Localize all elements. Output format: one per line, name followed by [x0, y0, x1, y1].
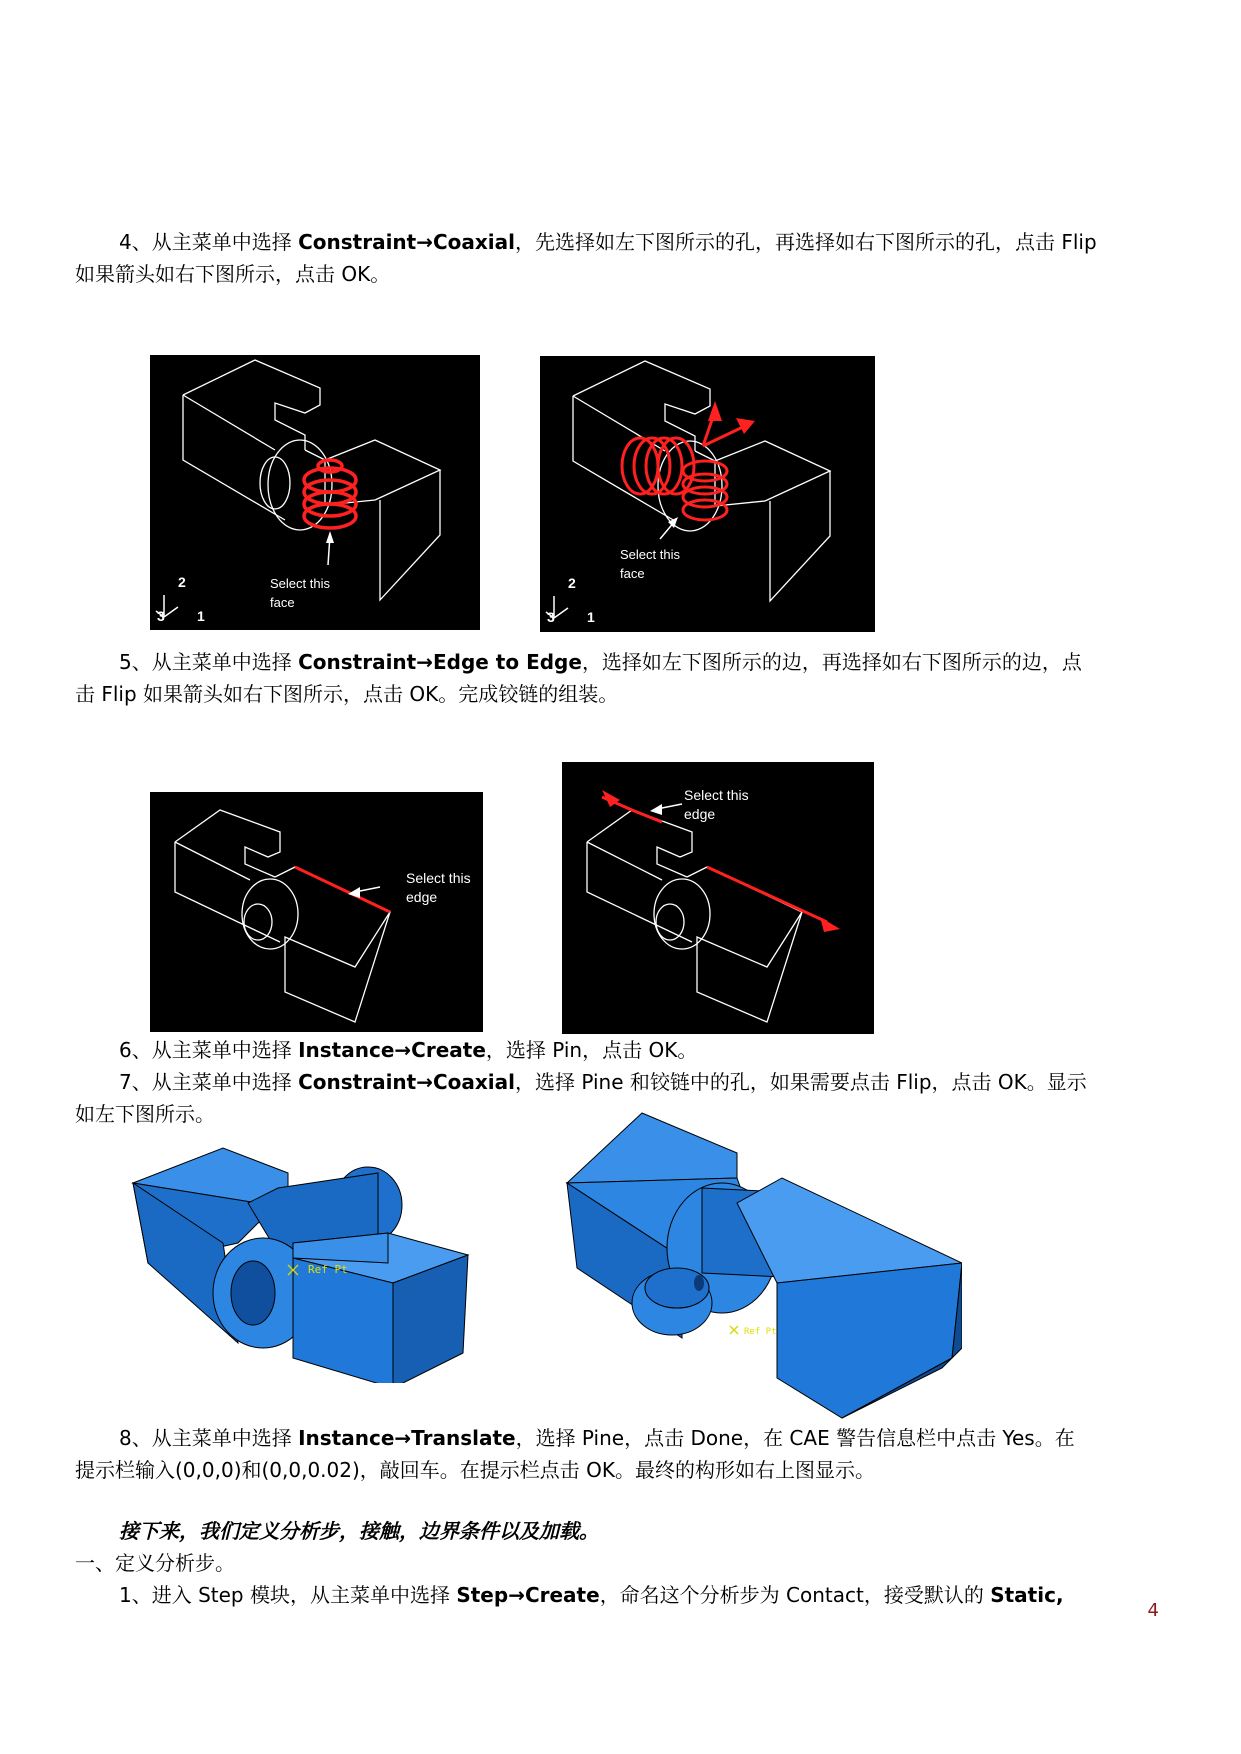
step8-pre: 从主菜单中选择	[151, 1426, 299, 1450]
axis-2-label: 2	[178, 574, 186, 590]
step1-menu: Step→Create	[456, 1583, 600, 1607]
step8-number: 8、	[119, 1426, 152, 1450]
step8-paragraph	[75, 1422, 1185, 1486]
step4-paragraph	[75, 226, 1185, 290]
step5-menu: Constraint→Edge to Edge	[298, 650, 582, 674]
step4-number: 4、	[119, 230, 152, 254]
figure-coaxial-right	[540, 356, 875, 632]
step6-post: ，选择 Pin，点击 OK。	[485, 1038, 698, 1062]
fig2-right-label-2: edge	[684, 806, 716, 822]
fig1-right-label-1: Select this	[620, 547, 680, 562]
step7-number: 7、	[119, 1070, 152, 1094]
step1-number: 1、	[119, 1583, 152, 1607]
fig2-right-label-1: Select this	[684, 787, 749, 803]
step1-paragraph	[75, 1579, 1185, 1611]
figure-assembled-left	[128, 1143, 488, 1383]
axis-1-label-right: 1	[587, 609, 595, 625]
figure-edge-left	[150, 792, 483, 1032]
step1-static: Static,	[990, 1583, 1064, 1607]
step1-post: ，命名这个分析步为 Contact，接受默认的	[599, 1583, 991, 1607]
step5-pre: 从主菜单中选择	[151, 650, 299, 674]
axis-1-label: 1	[197, 608, 205, 624]
section1-title	[75, 1547, 1185, 1579]
section1-text: 一、定义分析步。	[75, 1551, 235, 1575]
fig1-right-label-2: face	[620, 566, 645, 581]
fig2-left-label-2: edge	[406, 889, 438, 905]
step4-post: ，先选择如左下图所示的孔，再选择如右下图所示的孔，点击 Flip	[515, 230, 1097, 254]
step5-line2: 击 Flip 如果箭头如右下图所示，点击 OK。完成铰链的组装。	[75, 682, 619, 706]
next-heading-text: 接下来，我们定义分析步，接触，边界条件以及加载。	[119, 1519, 599, 1543]
step7-pre: 从主菜单中选择	[151, 1070, 299, 1094]
figure-assembled-right	[562, 1108, 962, 1428]
step4-menu: Constraint→Coaxial	[298, 230, 516, 254]
step6-pre: 从主菜单中选择	[151, 1038, 299, 1062]
axis-3-label: 3	[157, 608, 165, 624]
step4-pre: 从主菜单中选择	[151, 230, 299, 254]
axis-2-label-right: 2	[568, 575, 576, 591]
step7-post: ，选择 Pine 和铰链中的孔，如果需要点击 Flip，点击 OK。显示	[515, 1070, 1087, 1094]
fig3-left-ref: Ref Pt	[308, 1263, 348, 1276]
next-heading	[75, 1515, 1185, 1547]
step7-line2: 如左下图所示。	[75, 1102, 215, 1126]
step4-line2: 如果箭头如右下图所示，点击 OK。	[75, 262, 391, 286]
step8-post: ，选择 Pine，点击 Done，在 CAE 警告信息栏中点击 Yes。在	[515, 1426, 1075, 1450]
step6-menu: Instance→Create	[298, 1038, 486, 1062]
step5-post: ，选择如左下图所示的边，再选择如右下图所示的边，点	[581, 650, 1082, 674]
step6-number: 6、	[119, 1038, 152, 1062]
fig1-left-label-1: Select this	[270, 576, 330, 591]
step6-paragraph	[75, 1034, 1185, 1066]
step5-number: 5、	[119, 650, 152, 674]
fig1-left-label-2: face	[270, 595, 295, 610]
figure-coaxial-left	[150, 355, 480, 630]
step1-pre: 进入 Step 模块，从主菜单中选择	[151, 1583, 457, 1607]
fig3-right-ref: Ref Pt	[744, 1327, 777, 1337]
page-number: 4	[1147, 1600, 1159, 1621]
step7-menu: Constraint→Coaxial	[298, 1070, 516, 1094]
figure-edge-right	[562, 762, 874, 1034]
step5-paragraph	[75, 646, 1185, 710]
step8-line2: 提示栏输入(0,0,0)和(0,0,0.02)，敲回车。在提示栏点击 OK。最终的构形如右上图显示。	[75, 1458, 876, 1482]
axis-3-label-right: 3	[547, 609, 555, 625]
step8-menu: Instance→Translate	[298, 1426, 516, 1450]
fig2-left-label-1: Select this	[406, 870, 471, 886]
